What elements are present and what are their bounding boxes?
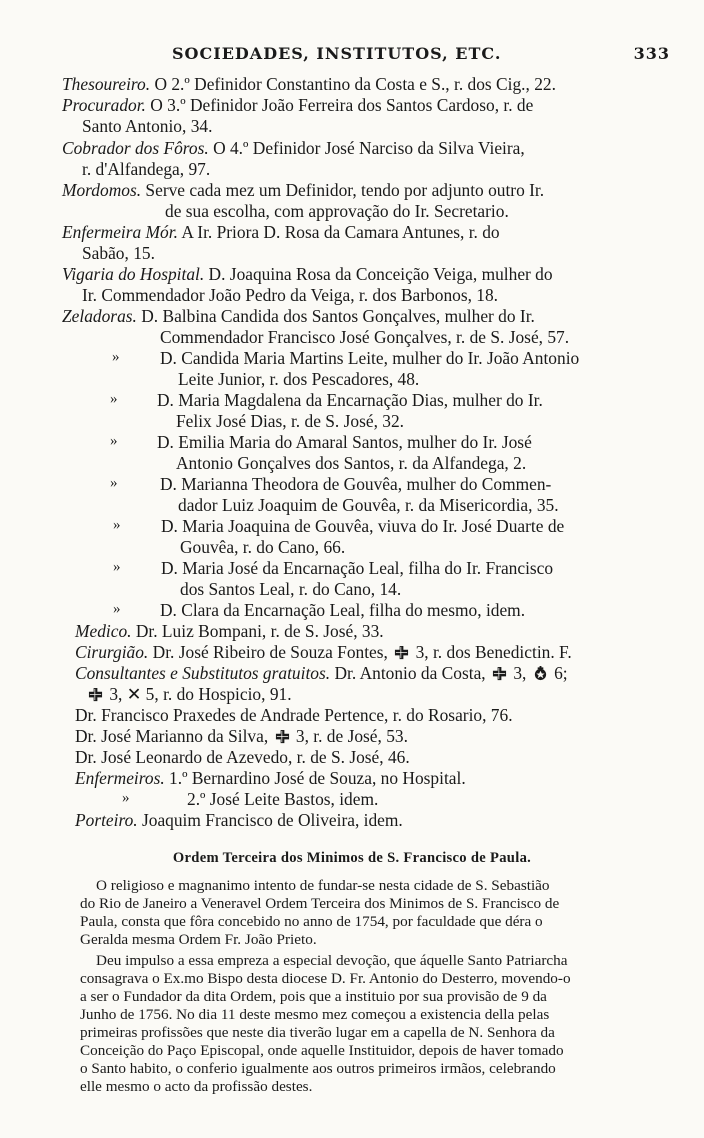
line-consultantes [75,663,568,684]
ditto-mark: » [122,790,130,806]
ditto-mark: » [110,475,118,491]
entry-text: 3, r. de José, 53. [291,726,408,746]
line-continuation: Felix José Dias, r. de S. José, 32. [176,411,405,431]
line-zeladora: D. Candida Maria Martins Leite, mulher do Ir. João Antonio [160,348,580,368]
entry-text: Dr. Luiz Bompani, r. de S. José, 33. [131,621,384,641]
line-continuation: Sabão, 15. [82,243,155,263]
order-star-icon: ✕ [126,684,142,704]
line-vigaria [62,264,553,285]
entry-text: Dr. José Marianno da Silva, [75,726,273,746]
order-cross-icon [275,729,290,744]
role-label: Mordomos. [62,180,142,200]
entry-text: O 4.º Definidor José Narciso da Silva Vieira, [208,138,525,158]
paragraph-line: Deu impulso a essa empreza a especial devoção, que áquelle Santo Patriarcha [96,952,568,969]
line-zeladora: D. Emilia Maria do Amaral Santos, mulher do Ir. José [157,432,532,452]
line-continuation: Ir. Commendador João Pedro da Veiga, r. dos Barbonos, 18. [82,285,499,305]
line-continuation: dos Santos Leal, r. do Cano, 14. [180,579,402,599]
line-continuation: r. d'Alfandega, 97. [82,159,211,179]
entry-text: O 3.º Definidor João Ferreira dos Santos Cardoso, r. de [145,95,534,115]
role-label: Cobrador dos Fôros. [62,138,209,158]
order-cross-icon [394,645,409,660]
role-label: Vigaria do Hospital. [62,264,205,284]
line-zeladora: D. Clara da Encarnação Leal, filha do mesmo, idem. [160,600,526,620]
entry-text: 3, [105,684,127,704]
line-zeladoras [62,306,535,327]
section-title: Ordem Terceira dos Minimos de S. Francisco de Paula. [172,850,532,866]
line-doctor: Dr. Francisco Praxedes de Andrade Pertence, r. do Rosario, 76. [75,705,513,725]
paragraph-line: primeiras profissões que neste dia tiverão lugar em a capella de N. Senhora da [80,1024,555,1041]
entry-text: 5, r. do Hospicio, 91. [141,684,292,704]
line-enfermeiro: 2.º José Leite Bastos, idem. [187,789,379,809]
entry-text: 6; [549,663,568,683]
paragraph-line: elle mesmo o acto da profissão destes. [80,1078,313,1095]
page-number: 333 [633,44,670,63]
line-zeladora: D. Maria José da Encarnação Leal, filha do Ir. Francisco [161,558,554,578]
entry-text: 3, r. dos Benedictin. F. [411,642,572,662]
paragraph-line: o Santo habito, o conferio igualmente aos outros primeiros irmãos, celebrando [80,1060,556,1077]
line-mordomos [62,180,544,201]
line-procurador [62,95,533,116]
role-label: Enfermeira Mór. [62,222,178,242]
role-label: Zeladoras. [62,306,137,326]
paragraph-line: Conceição do Paço Episcopal, onde aquelle Instituidor, depois de haver tomado [80,1042,564,1059]
paragraph-line: consagrava o Ex.mo Bispo desta diocese D. Fr. Antonio do Desterro, movendo-o [80,970,571,987]
line-enfermeira [62,222,500,243]
header-title: SOCIEDADES, INSTITUTOS, ETC. [172,44,502,63]
line-continuation: dador Luiz Joaquim de Gouvêa, r. da Misericordia, 35. [178,495,559,515]
ditto-mark: » [110,433,118,449]
line-zeladora: D. Marianna Theodora de Gouvêa, mulher do Commen- [160,474,552,494]
running-header [60,44,670,68]
line-enfermeiros [75,768,466,789]
paragraph-line: Paula, consta que fôra concebido no anno de 1754, por faculdade que déra o [80,913,543,930]
role-label: Procurador. [62,95,146,115]
line-doctor [75,726,408,747]
line-continuation: de sua escolha, com approvação do Ir. Secretario. [165,201,509,221]
ditto-mark: » [112,349,120,365]
line-continuation: Gouvêa, r. do Cano, 66. [180,537,346,557]
order-medal-icon [533,666,548,681]
line-continuation: Santo Antonio, 34. [82,116,213,136]
paragraph-line: O religioso e magnanimo intento de fundar-se nesta cidade de S. Sebastião [96,877,550,894]
line-porteiro [75,810,403,831]
role-label: Enfermeiros. [75,768,165,788]
line-consultante-cont [86,684,292,705]
ditto-mark: » [113,601,121,617]
role-label: Porteiro. [75,810,138,830]
line-doctor: Dr. José Leonardo de Azevedo, r. de S. José, 46. [75,747,410,767]
line-continuation: Leite Junior, r. dos Pescadores, 48. [178,369,420,389]
line-cirurgiao [75,642,572,663]
paragraph-line: Geralda mesma Ordem Fr. João Prieto. [80,931,317,948]
entry-text: D. Balbina Candida dos Santos Gonçalves, mulher do Ir. [136,306,535,326]
entry-text: 1.º Bernardino José de Souza, no Hospital. [164,768,466,788]
line-cobrador [62,138,525,159]
entry-text: O 2.º Definidor Constantino da Costa e S., r. dos Cig., 22. [150,74,556,94]
line-continuation: Antonio Gonçalves dos Santos, r. da Alfandega, 2. [176,453,527,473]
entry-text: Dr. José Ribeiro de Souza Fontes, [148,642,393,662]
ditto-mark: » [113,517,121,533]
line-zeladora: D. Maria Joaquina de Gouvêa, viuva do Ir. José Duarte de [161,516,565,536]
role-label: Medico. [75,621,132,641]
paragraph-line: do Rio de Janeiro a Veneravel Ordem Terceira dos Minimos de S. Francisco de [80,895,560,912]
entry-text: Dr. Antonio da Costa, [330,663,490,683]
entry-text: Serve cada mez um Definidor, tendo por adjunto outro Ir. [141,180,545,200]
entry-text: A Ir. Priora D. Rosa da Camara Antunes, r. do [177,222,500,242]
line-continuation: Commendador Francisco José Gonçalves, r. de S. José, 57. [160,327,570,347]
order-cross-icon [492,666,507,681]
role-label: Cirurgião. [75,642,149,662]
ditto-mark: » [110,391,118,407]
paragraph-line: a ser o Fundador da dita Ordem, pois que a instituio por sua provisão de 9 da [80,988,547,1005]
order-cross-icon [88,687,103,702]
paragraph-line: Junho de 1756. No dia 11 deste mesmo mez começou a existencia della pelas [80,1006,550,1023]
line-thesoureiro [62,74,556,95]
entry-text: 3, [509,663,531,683]
line-medico [75,621,384,642]
role-label: Thesoureiro. [62,74,151,94]
entry-text: D. Joaquina Rosa da Conceição Veiga, mulher do [204,264,553,284]
line-zeladora: D. Maria Magdalena da Encarnação Dias, mulher do Ir. [157,390,543,410]
entry-text: Joaquim Francisco de Oliveira, idem. [137,810,403,830]
ditto-mark: » [113,559,121,575]
role-label: Consultantes e Substitutos gratuitos. [75,663,331,683]
